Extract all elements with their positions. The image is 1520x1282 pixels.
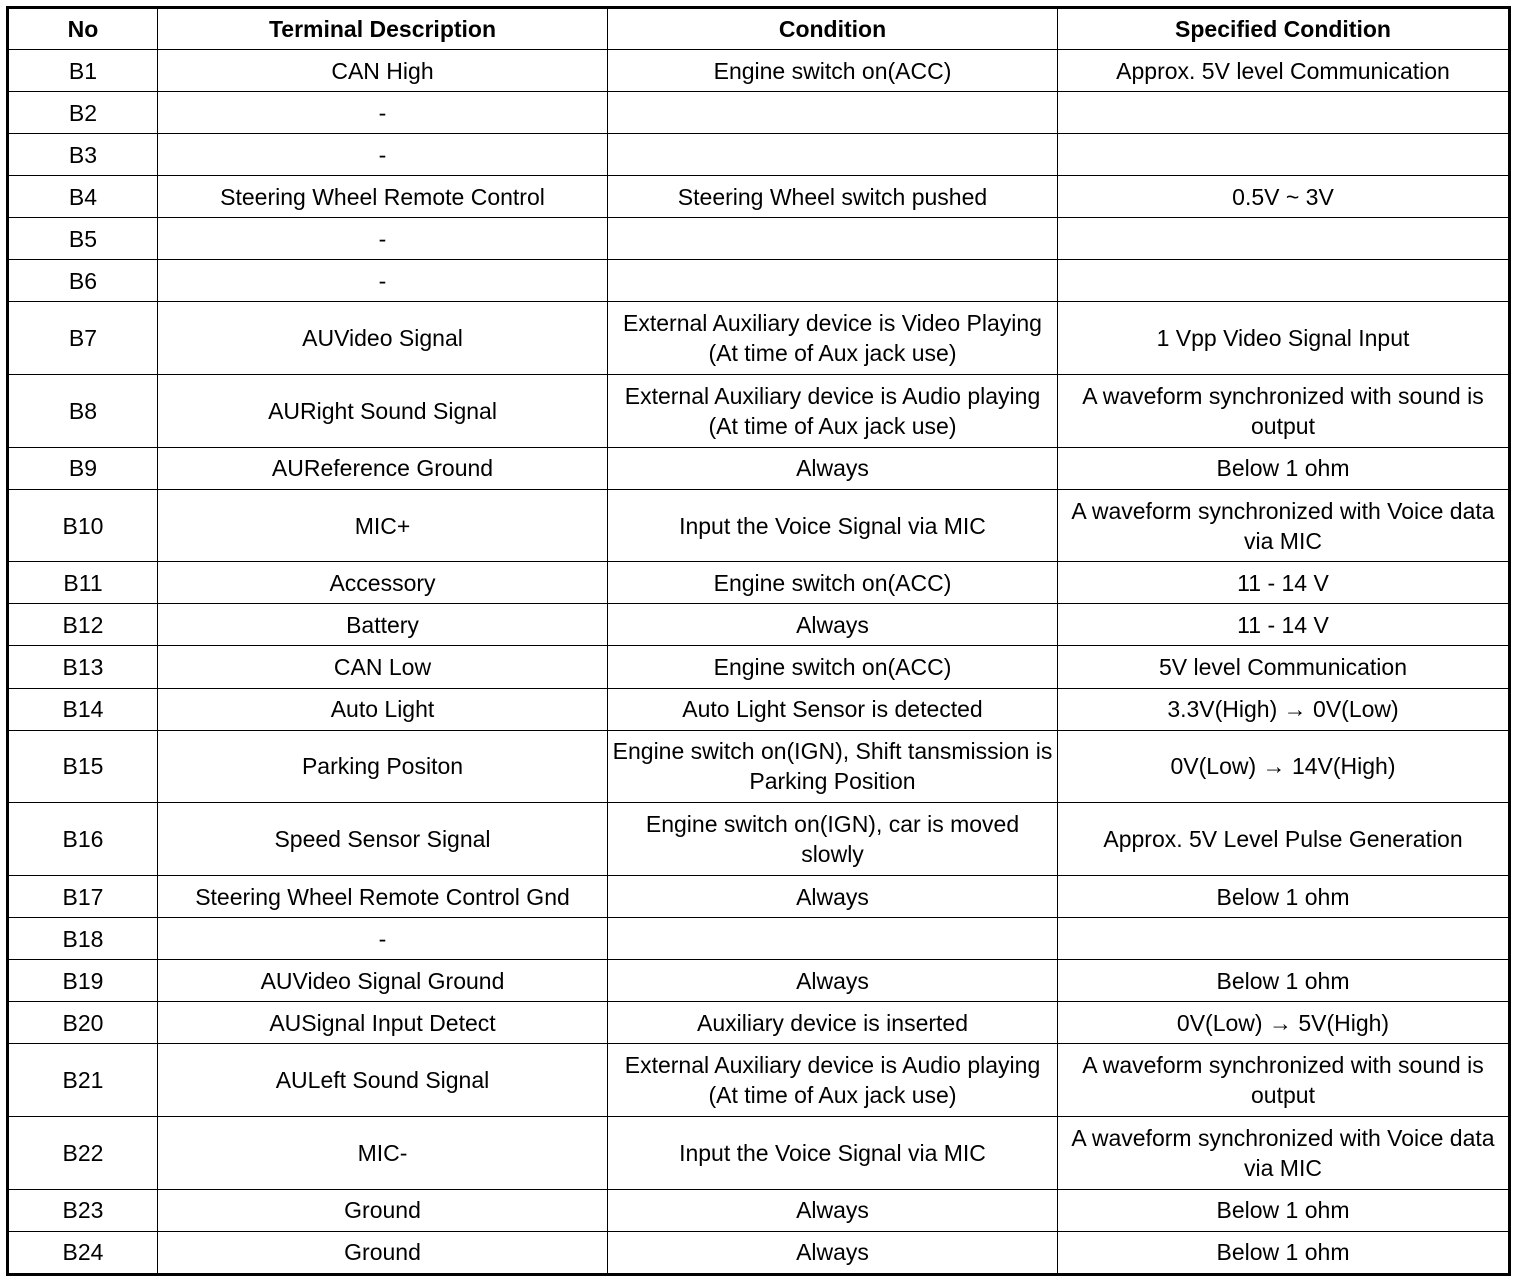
cell-condition: External Auxiliary device is Audio playing (At time of Aux jack use) xyxy=(608,374,1058,447)
header-no: No xyxy=(8,8,158,50)
cell-condition: Auto Light Sensor is detected xyxy=(608,688,1058,730)
table-row xyxy=(8,92,1510,134)
table-row xyxy=(8,260,1510,302)
cell-description: CAN High xyxy=(158,50,608,92)
cell-specified: A waveform synchronized with sound is output xyxy=(1058,1044,1510,1117)
table-row xyxy=(8,688,1510,730)
cell-specified xyxy=(1058,218,1510,260)
table-row xyxy=(8,1116,1510,1189)
cell-no: B11 xyxy=(8,562,158,604)
cell-specified: 5V level Communication xyxy=(1058,646,1510,688)
cell-description: AUReference Ground xyxy=(158,447,608,489)
table-row xyxy=(8,447,1510,489)
table-row xyxy=(8,50,1510,92)
cell-condition xyxy=(608,218,1058,260)
cell-specified: Below 1 ohm xyxy=(1058,1189,1510,1231)
cell-no: B17 xyxy=(8,876,158,918)
cell-description: AUVideo Signal Ground xyxy=(158,960,608,1002)
cell-no: B4 xyxy=(8,176,158,218)
terminal-table xyxy=(6,6,1511,1276)
cell-no: B12 xyxy=(8,604,158,646)
cell-no: B7 xyxy=(8,302,158,375)
cell-description: AULeft Sound Signal xyxy=(158,1044,608,1117)
header-specified-condition: Specified Condition xyxy=(1058,8,1510,50)
cell-no: B22 xyxy=(8,1116,158,1189)
header-condition: Condition xyxy=(608,8,1058,50)
cell-description: MIC- xyxy=(158,1116,608,1189)
cell-description: AUSignal Input Detect xyxy=(158,1002,608,1044)
cell-no: B1 xyxy=(8,50,158,92)
cell-specified: 3.3V(High) → 0V(Low) xyxy=(1058,688,1510,730)
table-row xyxy=(8,803,1510,876)
cell-no: B15 xyxy=(8,730,158,803)
table-row xyxy=(8,876,1510,918)
table-row xyxy=(8,374,1510,447)
cell-specified: 11 - 14 V xyxy=(1058,562,1510,604)
cell-description: AUVideo Signal xyxy=(158,302,608,375)
cell-specified xyxy=(1058,260,1510,302)
cell-description: Auto Light xyxy=(158,688,608,730)
header-terminal-description: Terminal Description xyxy=(158,8,608,50)
table-row xyxy=(8,646,1510,688)
cell-specified: Below 1 ohm xyxy=(1058,960,1510,1002)
cell-no: B13 xyxy=(8,646,158,688)
cell-specified: 11 - 14 V xyxy=(1058,604,1510,646)
cell-condition: External Auxiliary device is Audio playing (At time of Aux jack use) xyxy=(608,1044,1058,1117)
table-row xyxy=(8,1231,1510,1274)
cell-description: Ground xyxy=(158,1231,608,1274)
table-row xyxy=(8,1189,1510,1231)
cell-no: B8 xyxy=(8,374,158,447)
cell-specified xyxy=(1058,918,1510,960)
cell-description: - xyxy=(158,134,608,176)
cell-specified: Approx. 5V Level Pulse Generation xyxy=(1058,803,1510,876)
table-row xyxy=(8,302,1510,375)
cell-no: B18 xyxy=(8,918,158,960)
cell-specified: 0V(Low) → 14V(High) xyxy=(1058,730,1510,803)
cell-no: B19 xyxy=(8,960,158,1002)
cell-description: AURight Sound Signal xyxy=(158,374,608,447)
cell-description: Steering Wheel Remote Control Gnd xyxy=(158,876,608,918)
cell-condition: Always xyxy=(608,1189,1058,1231)
cell-condition: Always xyxy=(608,960,1058,1002)
cell-no: B20 xyxy=(8,1002,158,1044)
cell-description: Battery xyxy=(158,604,608,646)
cell-condition xyxy=(608,260,1058,302)
cell-condition: Engine switch on(ACC) xyxy=(608,562,1058,604)
cell-no: B16 xyxy=(8,803,158,876)
table-row xyxy=(8,562,1510,604)
table-row xyxy=(8,1044,1510,1117)
cell-description: Ground xyxy=(158,1189,608,1231)
table-row xyxy=(8,960,1510,1002)
table-row xyxy=(8,489,1510,562)
cell-no: B10 xyxy=(8,489,158,562)
cell-specified: 0.5V ~ 3V xyxy=(1058,176,1510,218)
cell-condition: Engine switch on(IGN), Shift tansmission is Parking Position xyxy=(608,730,1058,803)
cell-condition: Steering Wheel switch pushed xyxy=(608,176,1058,218)
cell-specified: Below 1 ohm xyxy=(1058,876,1510,918)
cell-specified: Below 1 ohm xyxy=(1058,1231,1510,1274)
cell-condition: Always xyxy=(608,447,1058,489)
header-row xyxy=(8,8,1510,50)
cell-description: - xyxy=(158,260,608,302)
cell-description: MIC+ xyxy=(158,489,608,562)
cell-no: B5 xyxy=(8,218,158,260)
cell-condition: Always xyxy=(608,1231,1058,1274)
cell-condition: External Auxiliary device is Video Playing (At time of Aux jack use) xyxy=(608,302,1058,375)
cell-no: B14 xyxy=(8,688,158,730)
cell-specified: 1 Vpp Video Signal Input xyxy=(1058,302,1510,375)
cell-specified xyxy=(1058,134,1510,176)
cell-description: CAN Low xyxy=(158,646,608,688)
cell-condition xyxy=(608,92,1058,134)
cell-condition: Engine switch on(IGN), car is moved slowly xyxy=(608,803,1058,876)
table-row xyxy=(8,218,1510,260)
cell-specified: A waveform synchronized with sound is output xyxy=(1058,374,1510,447)
table-row xyxy=(8,134,1510,176)
cell-description: - xyxy=(158,918,608,960)
cell-no: B3 xyxy=(8,134,158,176)
cell-description: Accessory xyxy=(158,562,608,604)
cell-condition: Auxiliary device is inserted xyxy=(608,1002,1058,1044)
cell-no: B23 xyxy=(8,1189,158,1231)
cell-no: B9 xyxy=(8,447,158,489)
cell-condition: Engine switch on(ACC) xyxy=(608,646,1058,688)
cell-description: Parking Positon xyxy=(158,730,608,803)
cell-description: - xyxy=(158,218,608,260)
table-row xyxy=(8,1002,1510,1044)
cell-condition xyxy=(608,918,1058,960)
cell-specified: 0V(Low) → 5V(High) xyxy=(1058,1002,1510,1044)
cell-specified: A waveform synchronized with Voice data via MIC xyxy=(1058,1116,1510,1189)
cell-specified: A waveform synchronized with Voice data via MIC xyxy=(1058,489,1510,562)
cell-description: Steering Wheel Remote Control xyxy=(158,176,608,218)
cell-condition: Always xyxy=(608,604,1058,646)
cell-condition: Engine switch on(ACC) xyxy=(608,50,1058,92)
cell-condition: Input the Voice Signal via MIC xyxy=(608,1116,1058,1189)
cell-no: B21 xyxy=(8,1044,158,1117)
table-row xyxy=(8,918,1510,960)
cell-no: B6 xyxy=(8,260,158,302)
cell-description: - xyxy=(158,92,608,134)
cell-condition: Always xyxy=(608,876,1058,918)
cell-no: B2 xyxy=(8,92,158,134)
cell-specified xyxy=(1058,92,1510,134)
cell-condition: Input the Voice Signal via MIC xyxy=(608,489,1058,562)
cell-condition xyxy=(608,134,1058,176)
cell-description: Speed Sensor Signal xyxy=(158,803,608,876)
cell-specified: Below 1 ohm xyxy=(1058,447,1510,489)
table-row xyxy=(8,176,1510,218)
cell-no: B24 xyxy=(8,1231,158,1274)
table-row xyxy=(8,730,1510,803)
table-row xyxy=(8,604,1510,646)
cell-specified: Approx. 5V level Communication xyxy=(1058,50,1510,92)
